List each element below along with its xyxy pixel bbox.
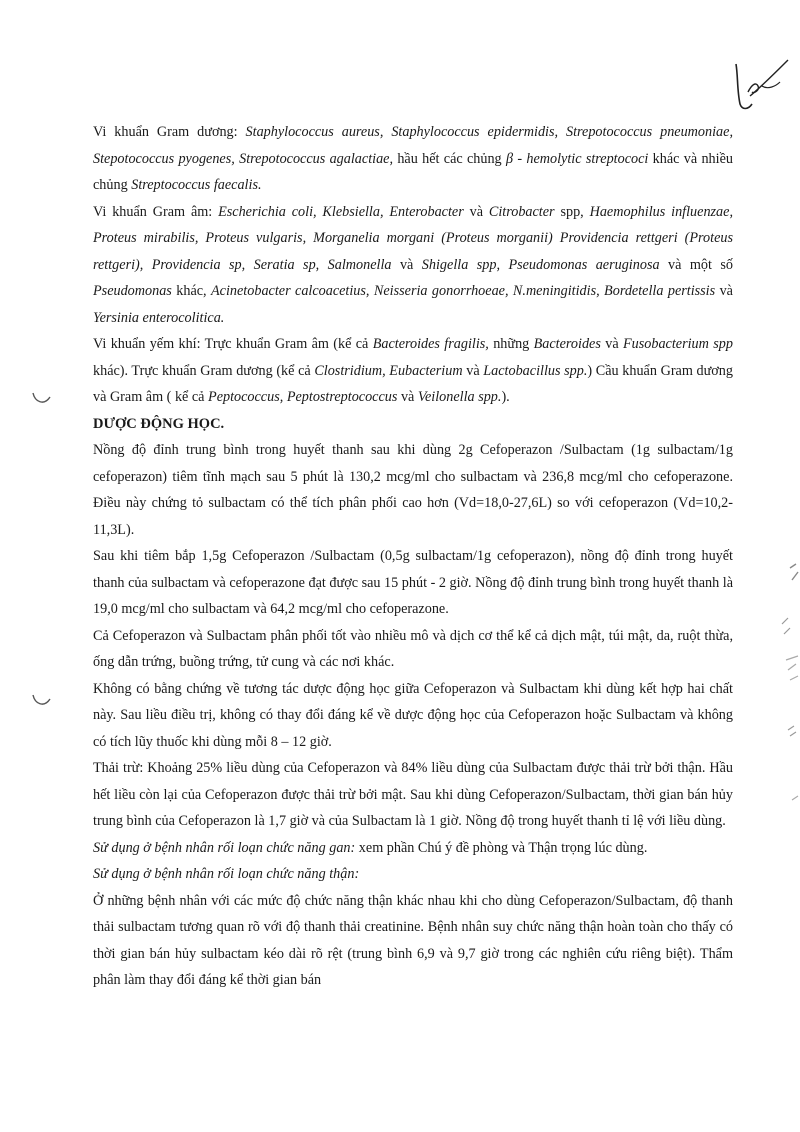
italic-text: Sử dụng ở bệnh nhân rối loạn chức năng thận: (93, 866, 360, 882)
italic-text: Lactobacillus spp. (483, 362, 588, 379)
paragraph-renal (93, 888, 733, 994)
paragraph-gram-negative (93, 199, 733, 332)
text: Nồng độ đỉnh trung bình trong huyết thanh sau khi dùng 2g Cefoperazon /Sulbactam (1g sulbactam/1g cefoperazon) tiêm tĩnh mạch sau 5 phút là 130,2 mcg/ml cho sulbactam và 236,8 mcg/ml cho cefoperazone. Điều này chứng tỏ sulbactam có thể tích phân phối cao hơn (Vd=18,0-27,6L) so với cefoperazon (Vd=10,2-11,3L). (93, 442, 733, 538)
document-body (93, 119, 733, 994)
text: spp, (554, 203, 590, 220)
text: và (391, 256, 422, 273)
handwritten-signature (728, 56, 790, 116)
italic-text: Fusobacterium spp (622, 336, 733, 352)
italic-text: Peptococcus, Peptostreptococcus (208, 389, 398, 405)
text: Không có bằng chứng về tương tác dược động học giữa Cefoperazon và Sulbactam khi dùng kết hợp hai chất này. Sau liều điều trị, không có thay đổi đáng kể về dược động học của Cefoperazon hoặc Sulbactam và không có tích lũy thuốc khi dùng mỗi 8 – 12 giờ. (93, 680, 733, 750)
paragraph-distribution (93, 623, 733, 676)
text: ) Cầu khuẩn Gram dương và Gram âm ( kể cả (93, 362, 733, 405)
left-margin-mark (30, 690, 52, 712)
text: và (462, 362, 484, 379)
text: Thải trừ: Khoảng 25% liều dùng của Cefoperazon và 84% liều dùng của Sulbactam được thải trừ bởi thận. Hầu hết liều còn lại của Cefoperazon được thải trừ bởi mật. Sau khi dùng Cefoperazon/Sulbactam, thời gian bán hủy trung bình của Cefoperazon là 1,7 giờ và của Sulbactam là 1 giờ. Nồng độ trong huyết thanh tỉ lệ với liều dùng. (93, 760, 733, 829)
italic-text: Bacteroides fragilis, (372, 336, 489, 352)
paragraph-peak-im (93, 543, 733, 623)
section-heading (93, 411, 733, 438)
italic-text: Bacteroides (533, 336, 601, 352)
text: ). (501, 389, 510, 405)
paragraph-elimination (93, 755, 733, 835)
italic-text: Acinetobacter calcoacetius, Neisseria gonorrhoeae, N.meningitidis, Bordetella pertissis (211, 283, 716, 299)
text: và (715, 283, 733, 299)
italic-text: Pseudomonas (93, 283, 172, 299)
text: khác). Trực khuẩn Gram dương (kể cả (93, 362, 315, 379)
text: và (600, 336, 623, 352)
italic-text: Citrobacter (488, 203, 555, 220)
italic-text: Clostridium, Eubacterium (314, 362, 463, 379)
text: những (488, 336, 534, 352)
text: và (463, 203, 489, 220)
italic-text: Staphylococcus aureus, Staphylococcus epidermidis, Strepotococcus pneumoniae, Stepotococcus pyogenes, Strepotococcus agalactiae, (93, 124, 733, 167)
paragraph-renal-heading (93, 861, 733, 888)
left-margin-mark (30, 388, 52, 410)
paragraph-peak-iv (93, 437, 733, 543)
italic-text: Shigella spp, Pseudomonas aeruginosa (421, 256, 660, 273)
text: Vi khuẩn yếm khí: Trực khuẩn Gram âm (kể cả (93, 336, 373, 352)
paragraph-anaerobic (93, 331, 733, 411)
text: xem phần Chú ý đề phòng và Thận trọng lúc dùng. (355, 839, 648, 856)
text: và (397, 389, 418, 405)
text: Vi khuẩn Gram dương: (93, 124, 246, 140)
paragraph-hepatic (93, 835, 733, 862)
text: khác, (171, 283, 212, 299)
right-edge-scan-marks (770, 560, 800, 860)
text: Ở những bệnh nhân với các mức độ chức năng thận khác nhau khi cho dùng Cefoperazon/Sulbactam, độ thanh thải sulbactam tương quan rõ với độ thanh thải creatinine. Bệnh nhân suy chức năng thận hoàn toàn cho thấy có thời gian bán hủy sulbactam kéo dài rõ rệt (trung bình 6,9 và 9,7 giờ trong các nghiên cứu riêng biệt). Thẩm phân làm thay đổi đáng kể thời gian bán (93, 892, 733, 988)
text: và một số (659, 256, 733, 273)
text: Cả Cefoperazon và Sulbactam phân phối tốt vào nhiều mô và dịch cơ thể kể cả dịch mật, túi mật, da, ruột thừa, ống dẫn trứng, buồng trứng, tử cung và các nơi khác. (93, 627, 733, 670)
text: Vi khuẩn Gram âm: (93, 203, 219, 220)
italic-text: Yersinia enterocolitica. (93, 309, 225, 326)
italic-text: Escherichia coli, Klebsiella, Enterobacter (218, 203, 464, 220)
italic-text: Sử dụng ở bệnh nhân rối loạn chức năng gan: (93, 839, 356, 856)
text: Sau khi tiêm bắp 1,5g Cefoperazon /Sulbactam (0,5g sulbactam/1g cefoperazon), nồng độ đỉnh trong huyết thanh của sulbactam và cefoperazone đạt được sau 15 phút - 2 giờ. Nồng độ đỉnh trung bình trong huyết thanh là 19,0 mcg/ml cho sulbactam và 64,2 mcg/ml cho cefoperazone. (93, 548, 733, 617)
paragraph-gram-positive (93, 119, 733, 199)
italic-text: Veilonella spp. (417, 389, 502, 405)
italic-text: β - hemolytic streptococi (505, 150, 649, 167)
italic-text: Streptococcus faecalis. (131, 177, 262, 193)
text: DƯỢC ĐỘNG HỌC. (93, 415, 225, 432)
paragraph-interaction (93, 676, 733, 756)
text: khác và nhiều chủng (93, 150, 733, 193)
italic-text: Haemophilus influenzae, Proteus mirabilis, Proteus vulgaris, Morganelia morgani (Proteus morganii) Providencia rettgeri (Proteus rettgeri), Providencia sp, Seratia sp, Salmonella (93, 203, 733, 273)
text: hầu hết các chủng (393, 150, 506, 167)
